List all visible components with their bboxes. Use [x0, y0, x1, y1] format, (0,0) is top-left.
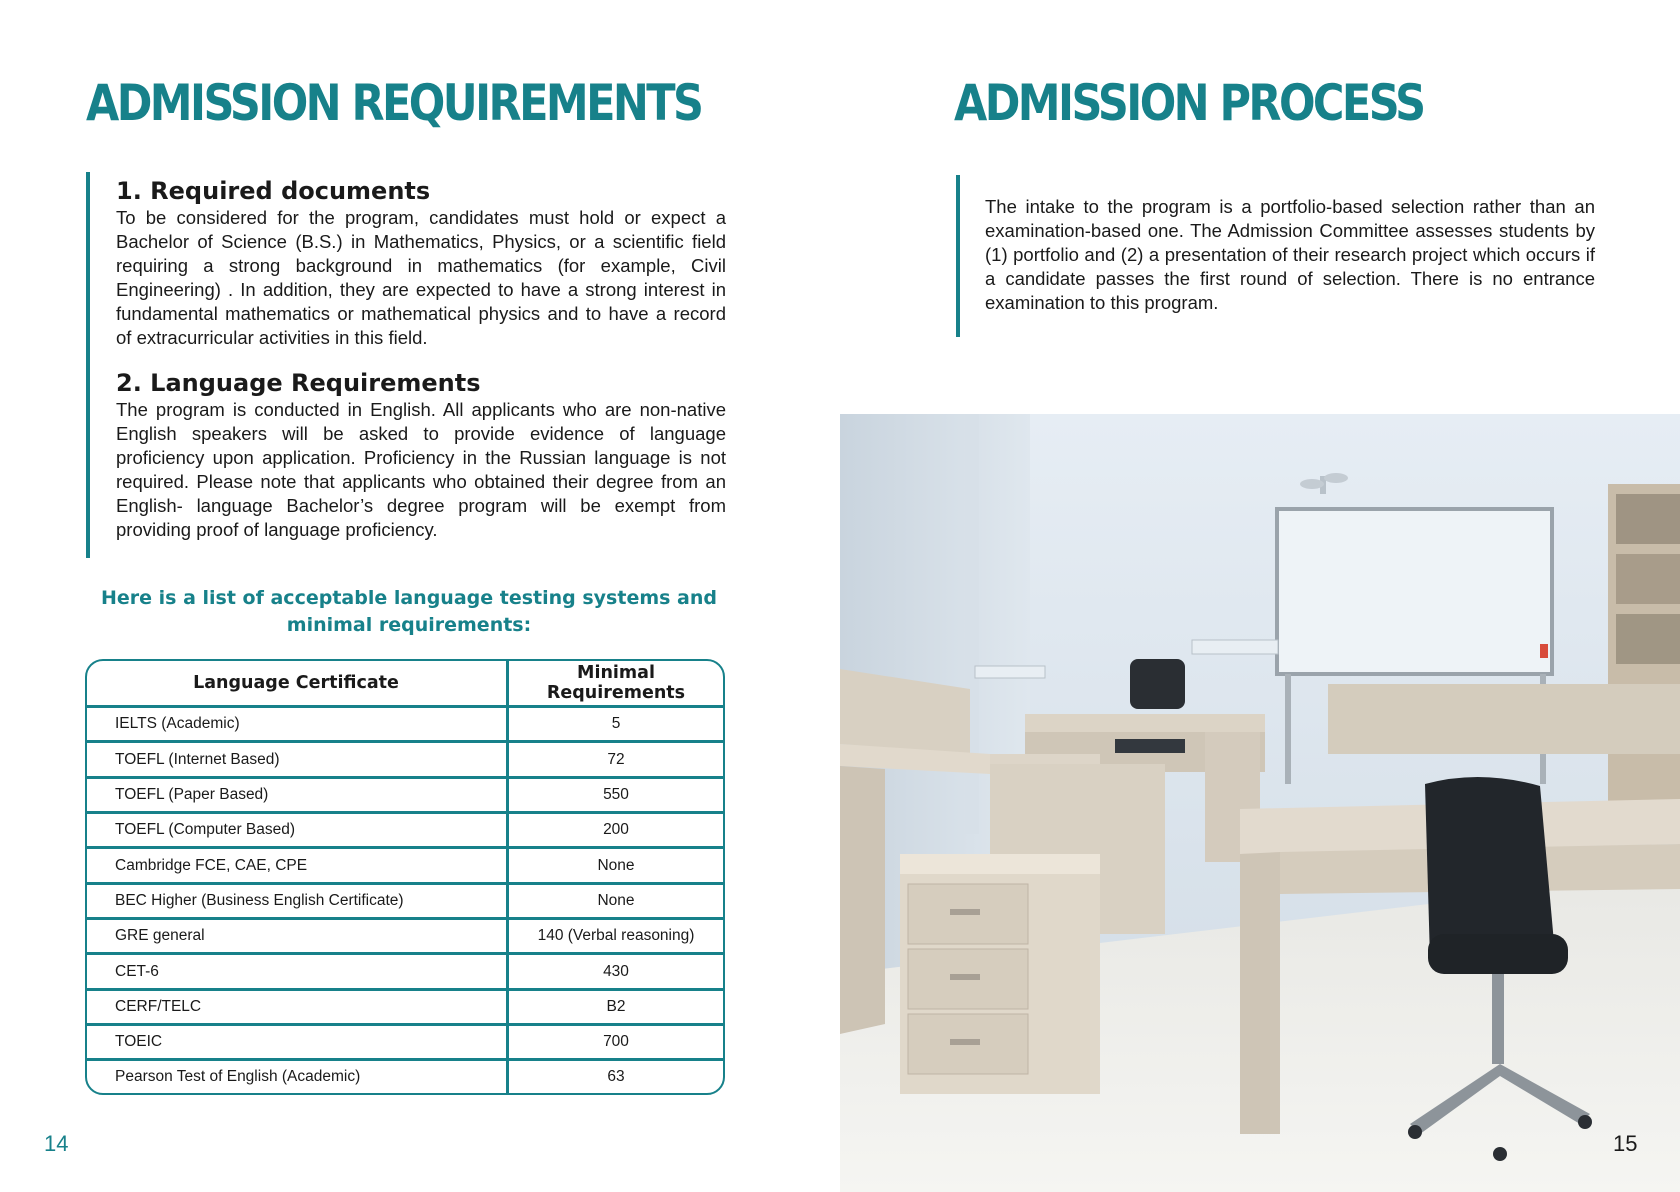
- section-heading-language: 2. Language Requirements: [116, 369, 481, 397]
- certificate-cell: CERF/TELC: [87, 989, 508, 1024]
- ceiling-light-lamp: [1324, 473, 1348, 483]
- section-body-documents: To be considered for the program, candidates must hold or expect a Bachelor of Science (B.S.) in Mathematics, Physics, or a scientific field requiring a strong background in mathematics (for example, Civil Engineering) . In addition, they are expected to have a strong interest in fundamental mathematics or mathematical physics and to have a record of extracurricular activities in this field.: [116, 207, 726, 348]
- shelf-compartment: [1616, 494, 1680, 544]
- requirement-cell: 63: [607, 1068, 625, 1086]
- whiteboard: [1277, 509, 1552, 674]
- office-room-photo: [840, 414, 1680, 1192]
- chair-gas-lift: [1492, 974, 1504, 1064]
- drawer-handle-icon: [950, 909, 980, 915]
- left-desk-side: [840, 766, 885, 1034]
- chair-caster: [1493, 1147, 1507, 1161]
- certificate-cell: TOEFL (Internet Based): [87, 742, 508, 777]
- table-row: [87, 989, 723, 1024]
- drawer-handle-icon: [950, 1039, 980, 1045]
- ceiling-light-lamp: [1300, 479, 1324, 489]
- requirement-cell: None: [508, 848, 724, 883]
- certificate-cell: Cambridge FCE, CAE, CPE: [87, 848, 508, 883]
- requirements-sections: [116, 176, 726, 542]
- section-body-language: The program is conducted in English. All applicants who are non-native English speakers will be asked to provide evidence of language proficiency upon application. Proficiency in the Russian language is not required. Please note that applicants who obtained their degree from an English- language Bachelor’s degree program will be exempt from providing proof of language proficiency.: [116, 399, 726, 540]
- section-heading-documents: 1. Required documents: [116, 177, 431, 205]
- whiteboard-stand: [1285, 674, 1291, 784]
- certificate-cell: BEC Higher (Business English Certificate): [87, 883, 508, 918]
- table-row: [87, 707, 723, 742]
- right-accent-bar: [956, 175, 960, 337]
- requirement-cell: 430: [508, 954, 724, 989]
- certificate-cell: GRE general: [87, 919, 508, 954]
- table-row: [87, 919, 723, 954]
- requirement-cell: B2: [508, 989, 724, 1024]
- pedestal-top: [900, 854, 1100, 874]
- requirement-cell: 200: [508, 813, 724, 848]
- requirement-cell: None: [508, 883, 724, 918]
- certificate-cell: Pearson Test of English (Academic): [87, 1060, 508, 1093]
- back-desk-top: [1025, 714, 1265, 732]
- table-row: [87, 777, 723, 812]
- table-row: [87, 954, 723, 989]
- drawer-handle-icon: [950, 974, 980, 980]
- table-row: [87, 1025, 723, 1060]
- front-desk-partition: [1328, 684, 1680, 754]
- requirement-cell: 5: [508, 707, 724, 742]
- admission-process-body: The intake to the program is a portfolio-based selection rather than an examination-based one. The Admission Committee assesses students by (1) portfolio and (2) a presentation of their research project which occurs if a candidate passes the first round of selection. There is no entrance examination to this program.: [985, 196, 1595, 313]
- front-desk-leg: [1240, 852, 1280, 1134]
- table-row: [87, 813, 723, 848]
- page-number-right: 15: [1613, 1131, 1638, 1156]
- wall-socket-strip: [1192, 640, 1278, 654]
- table-row: [87, 1060, 723, 1093]
- certificate-cell: IELTS (Academic): [87, 707, 508, 742]
- table-note: Here is a list of acceptable language testing systems and minimal requirements:: [100, 587, 717, 636]
- requirement-cell: 140 (Verbal reasoning): [508, 919, 724, 954]
- shelf-compartment: [1616, 554, 1680, 604]
- certificate-cell: TOEFL (Computer Based): [87, 813, 508, 848]
- table-row: [87, 848, 723, 883]
- chair-caster: [1408, 1125, 1422, 1139]
- language-requirements-table: [85, 659, 725, 1095]
- column-header-certificate: Language Certificate: [87, 661, 508, 707]
- table-header-row: [87, 661, 723, 707]
- table-row: [87, 883, 723, 918]
- wall-socket-strip: [975, 666, 1045, 678]
- left-page-title: ADMISSION REQUIREMENTS: [86, 74, 702, 132]
- requirement-cell: 72: [508, 742, 724, 777]
- requirement-cell: 700: [508, 1025, 724, 1060]
- column-header-requirement: Minimal Requirements: [508, 661, 724, 707]
- certificate-cell: TOEIC: [87, 1025, 508, 1060]
- back-chair-seat: [1115, 739, 1185, 753]
- whiteboard-marker: [1540, 644, 1548, 658]
- chair-caster: [1578, 1115, 1592, 1129]
- requirement-cell: 550: [508, 777, 724, 812]
- page-number-left: 14: [44, 1131, 69, 1156]
- front-chair-seat: [1428, 934, 1568, 974]
- certificate-cell: TOEFL (Paper Based): [87, 777, 508, 812]
- back-office-chair: [1130, 659, 1185, 709]
- certificate-cell: CET-6: [87, 954, 508, 989]
- shelf-compartment: [1616, 614, 1680, 664]
- table-row: [87, 742, 723, 777]
- right-page-title: ADMISSION PROCESS: [954, 74, 1424, 132]
- left-accent-bar: [86, 172, 90, 558]
